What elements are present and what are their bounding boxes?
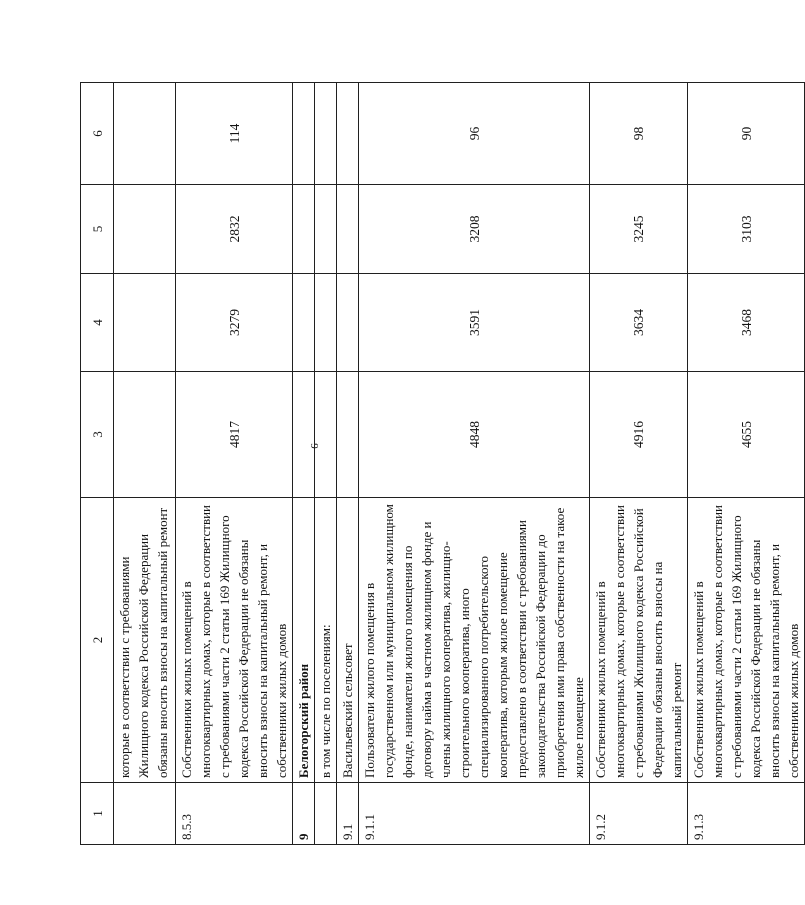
- row-description: Собственники жилых помещений в многоквартирных домах, которые в соответствии с требованиями Жилищного кодекса Российской Федерации обязаны вносить взносы на капитальный ремонт: [590, 498, 688, 783]
- row-number: 9: [293, 783, 315, 845]
- tariff-table: [80, 82, 805, 845]
- value-cell: 114: [176, 83, 293, 185]
- value-cell: [293, 274, 315, 372]
- value-cell: 98: [590, 83, 688, 185]
- value-cell: [293, 185, 315, 274]
- table-row-region: [293, 83, 315, 845]
- row-number: 9.1.3: [688, 783, 805, 845]
- row-number: 9.1: [337, 783, 359, 845]
- value-cell: [114, 372, 176, 498]
- value-cell: 3634: [590, 274, 688, 372]
- value-cell: 90: [688, 83, 805, 185]
- header-cell: 1: [81, 783, 114, 845]
- value-cell: [315, 185, 337, 274]
- value-cell: 96: [359, 83, 590, 185]
- value-cell: [293, 372, 315, 498]
- row-number: [315, 783, 337, 845]
- row-description: в том числе по поселениям:: [315, 498, 337, 783]
- table-row: [590, 83, 688, 845]
- row-description: Собственники жилых помещений в многоквартирных домах, которые в соответствии с требованиями части 2 статьи 169 Жилищного кодекса Российской Федерации не обязаны вносить взносы на капитальный ремонт, и собственники жилых домов: [176, 498, 293, 783]
- row-description: которые в соответствии с требованиями Жилищного кодекса Российской Федерации обязаны вносить взносы на капитальный ремонт: [114, 498, 176, 783]
- row-description: Пользователи жилого помещения в государственном или муниципальном жилищном фонде, наниматели жилого помещения по договору найма в частном жилищном фонде и члены жилищного кооператива, жилищно-строительного кооператива, иного специализированного потребительского кооператива, которым жилое помещение предоставлено в соответствии с требованиями законодательства Российской Федерации до приобретения ими права собственности на такое жилое помещение: [359, 498, 590, 783]
- value-cell: 3103: [688, 185, 805, 274]
- value-cell: [337, 83, 359, 185]
- row-number: [114, 783, 176, 845]
- value-cell: 4848: [359, 372, 590, 498]
- header-cell: 5: [81, 185, 114, 274]
- value-cell: 3279: [176, 274, 293, 372]
- header-cell: 3: [81, 372, 114, 498]
- row-number: 9.1.2: [590, 783, 688, 845]
- table-row: [176, 83, 293, 845]
- value-cell: 3208: [359, 185, 590, 274]
- row-description: Собственники жилых помещений в многоквартирных домах, которые в соответствии с требованиями части 2 статьи 169 Жилищного кодекса Российской Федерации не обязаны вносить взносы на капитальный ремонт, и собственники жилых домов: [688, 498, 805, 783]
- page-number: 9: [307, 443, 320, 449]
- value-cell: [315, 274, 337, 372]
- value-cell: 2832: [176, 185, 293, 274]
- value-cell: [114, 274, 176, 372]
- value-cell: [114, 83, 176, 185]
- value-cell: 3468: [688, 274, 805, 372]
- table-row: [688, 83, 805, 845]
- value-cell: [337, 274, 359, 372]
- row-number: 9.1.1: [359, 783, 590, 845]
- value-cell: 4655: [688, 372, 805, 498]
- header-cell: 4: [81, 274, 114, 372]
- region-title: Белогорский район: [293, 498, 315, 783]
- value-cell: 4817: [176, 372, 293, 498]
- value-cell: [315, 83, 337, 185]
- value-cell: 4916: [590, 372, 688, 498]
- value-cell: 3245: [590, 185, 688, 274]
- row-description: Васильевский сельсовет: [337, 498, 359, 783]
- value-cell: [337, 372, 359, 498]
- table-row: [337, 83, 359, 845]
- value-cell: [315, 372, 337, 498]
- table-row: [315, 83, 337, 845]
- value-cell: [293, 83, 315, 185]
- row-number: 8.5.3: [176, 783, 293, 845]
- header-cell: 2: [81, 498, 114, 783]
- value-cell: [114, 185, 176, 274]
- value-cell: 3591: [359, 274, 590, 372]
- table-row: [114, 83, 176, 845]
- table-header-row: [81, 83, 114, 845]
- value-cell: [337, 185, 359, 274]
- header-cell: 6: [81, 83, 114, 185]
- table-row: [359, 83, 590, 845]
